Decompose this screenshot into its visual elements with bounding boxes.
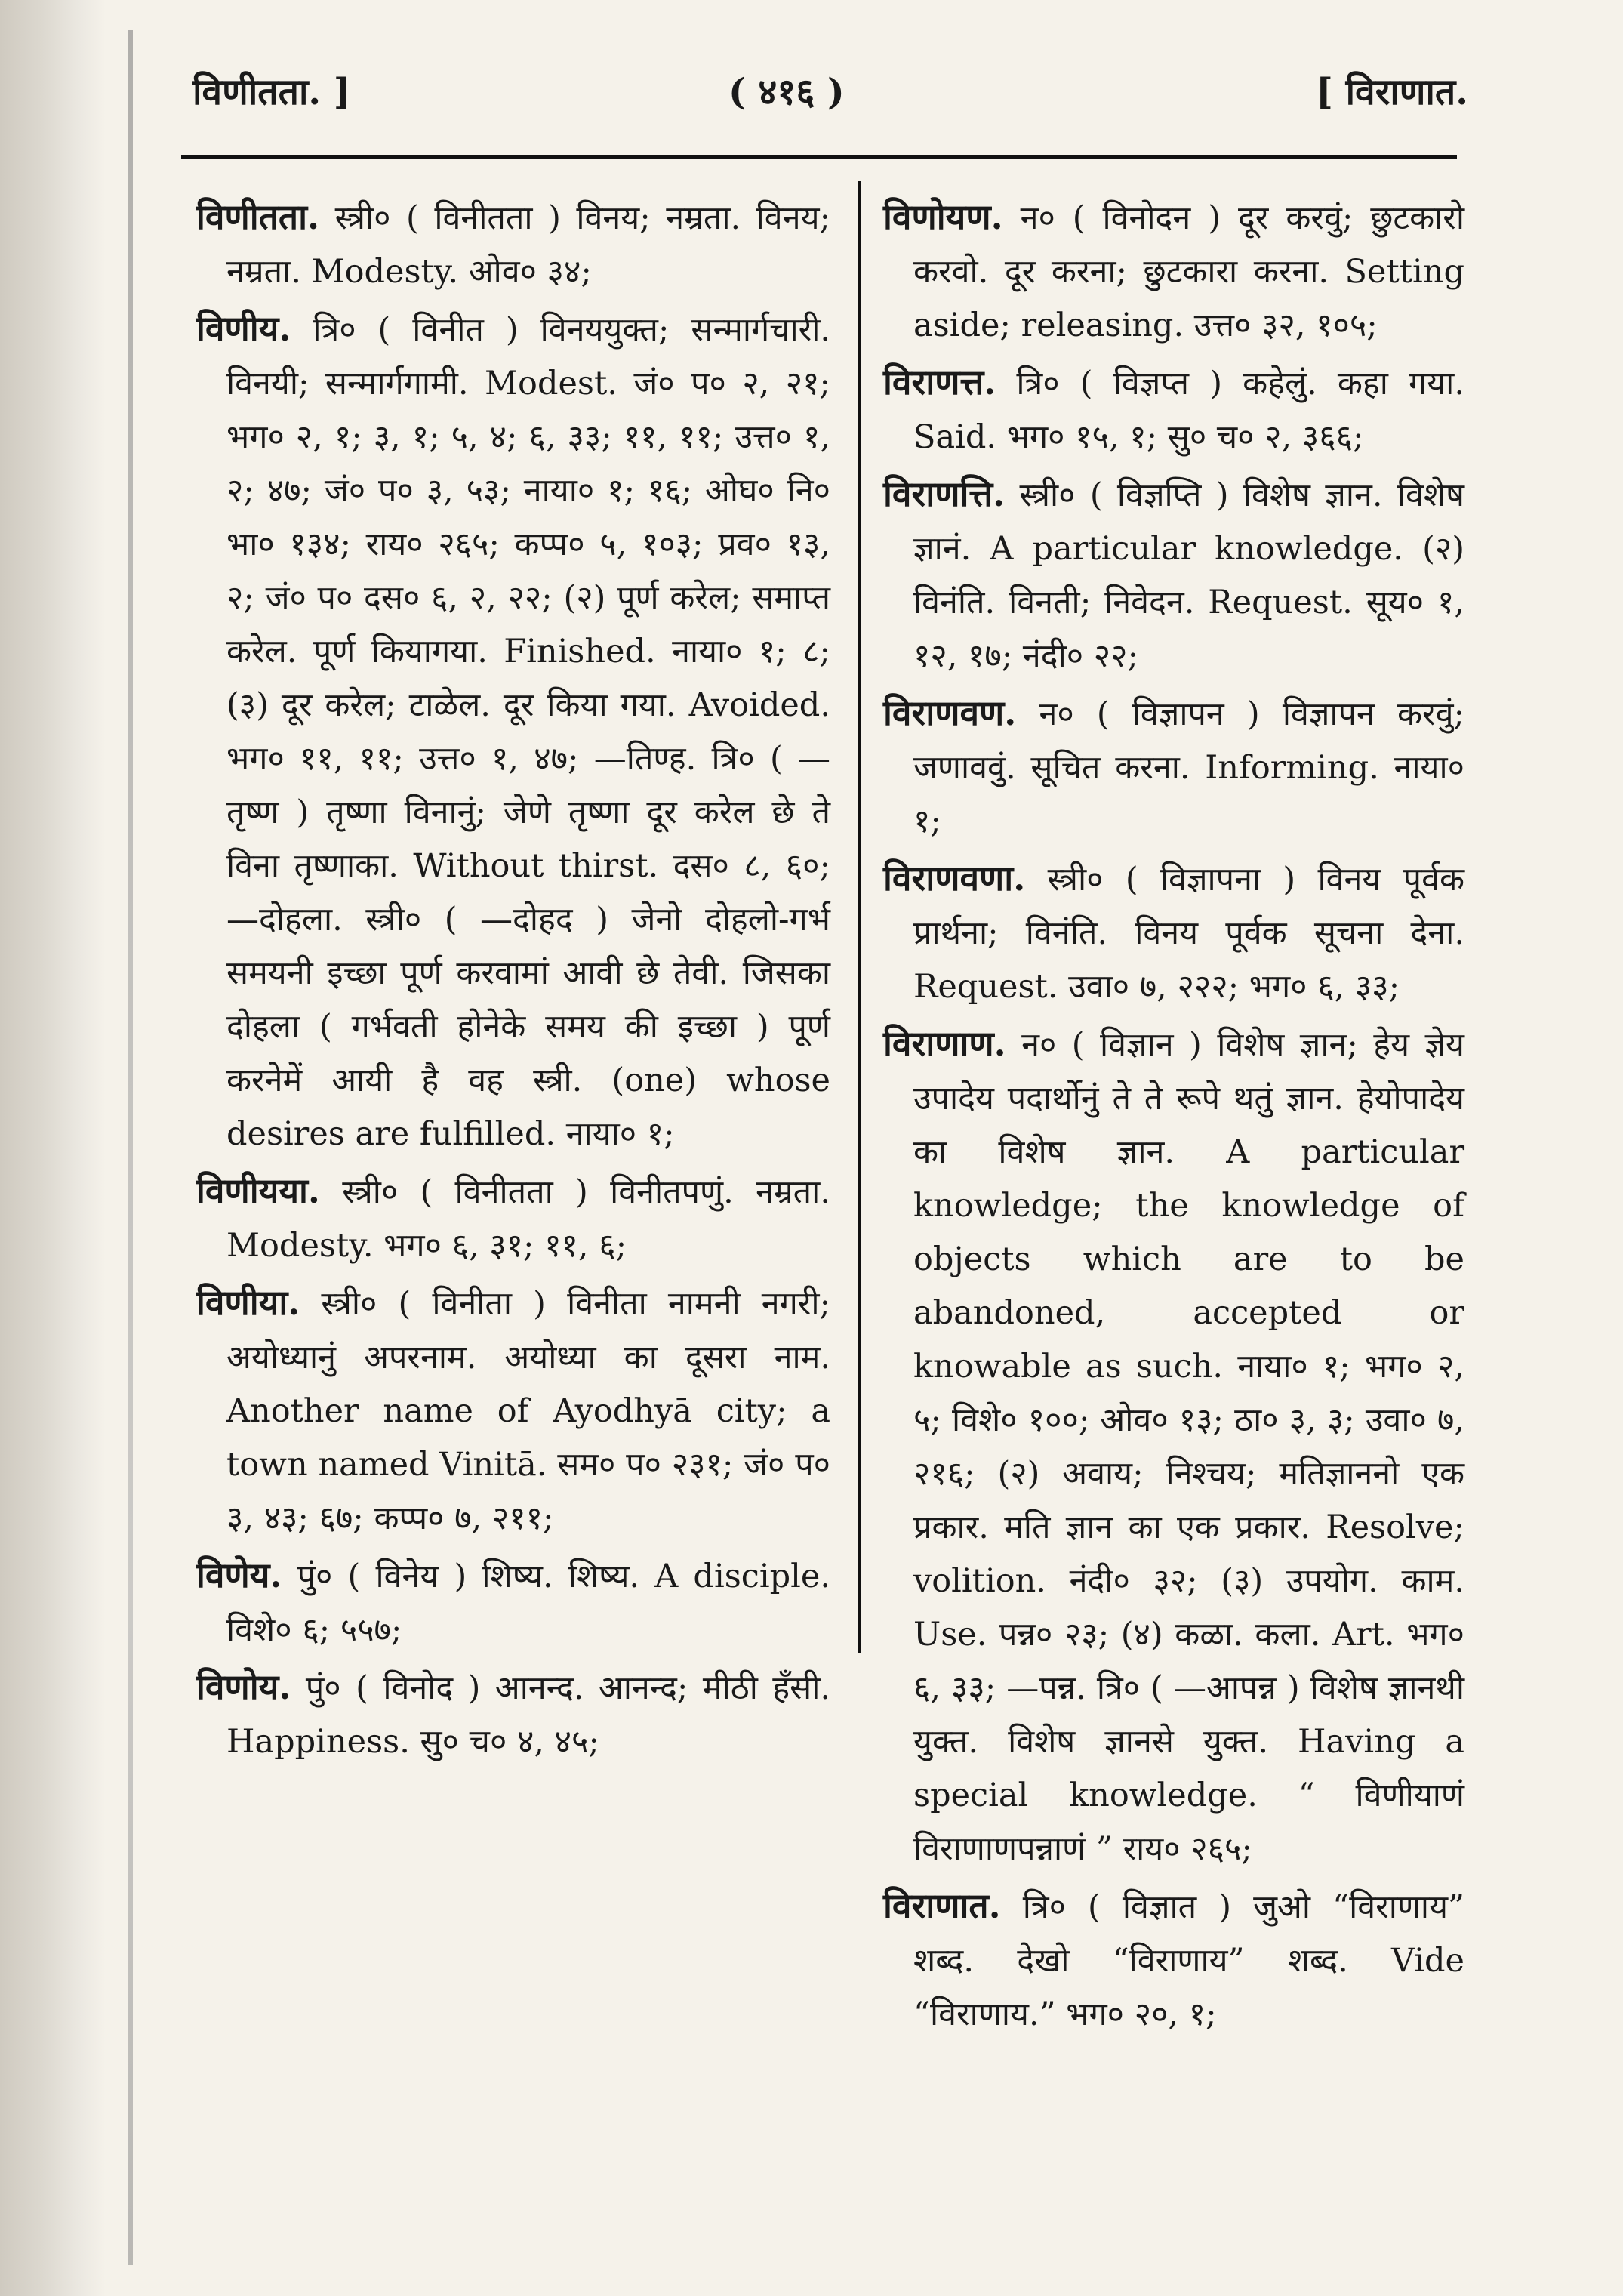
entry-headword: विराणवण. (883, 692, 1017, 733)
entry-headword: विराणाण. (883, 1023, 1006, 1064)
dictionary-entry (883, 356, 1464, 464)
left-column (196, 190, 830, 1772)
entry-headword: विणेय. (196, 1555, 282, 1595)
entry-body: न० ( विज्ञापन ) विज्ञापन करवुं; जणाववुं. सूचित करना. Informing. नाया० १; (913, 695, 1464, 840)
entry-headword: विणोय. (196, 1666, 291, 1707)
entry-body: स्त्री० ( विनीता ) विनीता नामनी नगरी; अयोध्यानुं अपरनाम. अयोध्या का दूसरा नाम. Another name of Ayodhyā city; a town named Vinitā. सम० प० २३१; जं० प० ३, ४३; ६७; कप्प० ७, २११; (226, 1285, 830, 1537)
entry-headword: विराणत्ति. (883, 473, 1006, 514)
header-right-guideword: [ विराणात. (1316, 71, 1468, 113)
column-divider (858, 181, 861, 1653)
dictionary-entry (883, 686, 1464, 849)
dictionary-entry (196, 1549, 830, 1657)
entry-body: न० ( विज्ञान ) विशेष ज्ञान; हेय ज्ञेय उपादेय पदार्थोनुं ते ते रूपे थतुं ज्ञान. हेयोपादेय का विशेष ज्ञान. A particular knowledge; the knowledge of objects which are to be abandoned, accepted or knowable as such. नाया० १; भग० २, ५; विशे० १००; ओव० १३; ठा० ३, ३; उवा० ७, २१६; (२) अवाय; निश्चय; मतिज्ञाननो एक प्रकार. मति ज्ञान का एक प्रकार. Resolve; volition. नंदी० ३२; (३) उपयोग. काम. Use. पन्न० २३; (४) कळा. कला. Art. भग० ६, ३३; —पन्न. त्रि० ( —आपन्न ) विशेष ज्ञानथी युक्त. विशेष ज्ञानसे युक्त. Having a special knowledge. “ विणीयाणं विराणाणपन्नाणं ” राय० २६५; (913, 1026, 1464, 1868)
entry-headword: विणोयण. (883, 196, 1003, 237)
entry-body: त्रि० ( विज्ञात ) जुओ “विराणाय” शब्द. देखो “विराणाय” शब्द. Vide “विराणाय.” भग० २०, १; (913, 1888, 1464, 2033)
entry-headword: विराणवणा. (883, 858, 1026, 898)
dictionary-entry (883, 852, 1464, 1014)
dictionary-entry (883, 1017, 1464, 1876)
entry-headword: विणीय. (196, 308, 291, 349)
entry-body: त्रि० ( विनीत ) विनययुक्त; सन्मार्गचारी. विनयी; सन्मार्गगामी. Modest. जं० प० २, २१; भग० २, १; ३, १; ५, ४; ६, ३३; ११, ११; उत्त० १, २; ४७; जं० प० ३, ५३; नाया० १; १६; ओघ० नि० भा० १३४; राय० २६५; कप्प० ५, १०३; प्रव० १३, २; जं० प० दस० ६, २, २२; (२) पूर्ण करेल; समाप्त करेल. पूर्ण कियागया. Finished. नाया० १; ८; (३) दूर करेल; टाळेल. दूर किया गया. Avoided. भग० ११, ११; उत्त० १, ४७; —तिण्ह. त्रि० ( —तृष्ण ) तृष्णा विनानुं; जेणे तृष्णा दूर करेल छे ते विना तृष्णाका. Without thirst. दस० ८, ६०; —दोहला. स्त्री० ( —दोहद ) जेनो दोहलो-गर्भ समयनी इच्छा पूर्ण करवामां आवी छे तेवी. जिसका दोहला ( गर्भवती होनेके समय की इच्छा ) पूर्ण करनेमें आयी है वह स्त्री. (one) whose desires are fulfilled. नाया० १; (226, 311, 831, 1153)
dictionary-entry (196, 302, 830, 1161)
entry-body: स्त्री० ( विज्ञापना ) विनय पूर्वक प्रार्थना; विनंति. विनय पूर्वक सूचना देना. Request. उवा० ७, २२२; भग० ६, ३३; (913, 861, 1464, 1006)
entry-body: पुं० ( विनेय ) शिष्य. शिष्य. A disciple. विशे० ६; ५५७; (226, 1558, 830, 1649)
entry-headword: विराणत्त. (883, 362, 996, 402)
dictionary-entry (883, 467, 1464, 683)
entry-body: न० ( विनोदन ) दूर करवुं; छुटकारो करवो. दूर करना; छुटकारा करना. Setting aside; releasing. उत्त० ३२, १०५; (913, 199, 1464, 344)
page-number: ( ४१६ ) (728, 71, 845, 113)
entry-headword: विणीया. (196, 1282, 300, 1323)
dictionary-entry (883, 1879, 1464, 2042)
page-header (192, 59, 1468, 127)
dictionary-entry (196, 1276, 830, 1546)
entry-body: स्त्री० ( विनीतता ) विनय; नम्रता. विनय; नम्रता. Modesty. ओव० ३४; (226, 199, 831, 291)
entry-headword: विराणात. (883, 1885, 1001, 1926)
dictionary-entry (883, 190, 1464, 353)
entry-headword: विणीयया. (196, 1170, 320, 1211)
dictionary-entry (196, 1164, 830, 1273)
entry-headword: विणीतता. (196, 196, 320, 237)
book-spine-shadow (0, 0, 106, 2296)
right-column (883, 190, 1464, 2045)
dictionary-entry (196, 1660, 830, 1769)
header-rule (181, 155, 1457, 159)
entry-body: पुं० ( विनोद ) आनन्द. आनन्द; मीठी हँसी. Happiness. सु० च० ४, ४५; (226, 1669, 830, 1761)
dictionary-entry (196, 190, 830, 299)
entry-body: स्त्री० ( विनीतता ) विनीतपणुं. नम्रता. Modesty. भग० ६, ३१; ११, ६; (226, 1173, 830, 1265)
gutter-line (128, 30, 133, 2265)
header-left-guideword: विणीतता. ] (192, 71, 351, 113)
entry-body: त्रि० ( विज्ञप्त ) कहेलुं. कहा गया. Said. भग० १५, १; सु० च० २, ३६६; (913, 365, 1464, 456)
entry-body: स्त्री० ( विज्ञप्ति ) विशेष ज्ञान. विशेष ज्ञानं. A particular knowledge. (२) विनंति. विनती; निवेदन. Request. सूय० १, १२, १७; नंदी० २२; (913, 476, 1464, 675)
